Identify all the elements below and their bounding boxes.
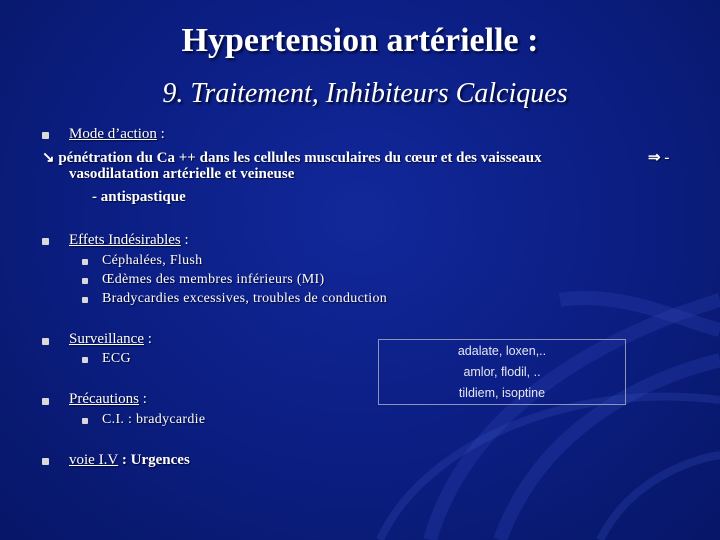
bullet-square-icon <box>42 398 49 405</box>
bullet-square-icon <box>82 278 88 284</box>
bullet-square-icon <box>82 297 88 303</box>
surveillance-item: ECG <box>102 351 131 366</box>
mode-action-colon: : <box>156 126 165 142</box>
bullet-square-icon <box>42 338 49 345</box>
effet-item: Céphalées, Flush <box>102 253 203 268</box>
mode-action-line1: pénétration du Ca ++ dans les cellules musculaires du cœur et des vaisseaux <box>58 150 542 166</box>
surveillance-label: Surveillance <box>69 331 144 347</box>
arrow-down-right-icon: ↘ <box>42 150 55 166</box>
surveillance-colon: : <box>143 331 152 347</box>
bullet-square-icon <box>82 259 88 265</box>
bullet-square-icon <box>42 132 49 139</box>
effets-colon: : <box>180 232 189 248</box>
implies-arrow: ⇒ - <box>648 150 670 166</box>
mode-action-label: Mode d’action <box>69 126 157 142</box>
drug-names-box <box>378 339 626 405</box>
mode-action-line1-row <box>42 148 542 167</box>
bullet-square-icon <box>82 418 88 424</box>
bullet-square-icon <box>42 458 49 465</box>
effet-item: Œdèmes des membres inférieurs (MI) <box>102 272 325 287</box>
voie-iv-heading <box>69 452 190 469</box>
effets-heading <box>69 232 189 249</box>
surveillance-heading <box>69 331 152 348</box>
precautions-colon: : <box>138 391 147 407</box>
voie-iv-rest: : Urgences <box>118 452 190 468</box>
drug-line: amlor, flodil, .. <box>463 365 541 379</box>
mode-action-line2: vasodilatation artérielle et veineuse <box>69 166 295 182</box>
mode-action-heading <box>69 126 165 143</box>
slide-subtitle: 9. Traitement, Inhibiteurs Calciques <box>162 78 568 109</box>
precautions-label: Précautions <box>69 391 139 407</box>
drug-line: adalate, loxen,.. <box>457 344 547 358</box>
voie-iv-label: voie I.V <box>69 452 119 468</box>
mode-action-line3: - antispastique <box>92 189 186 205</box>
precaution-item: C.I. : bradycardie <box>102 412 206 427</box>
effets-label: Effets Indésirables <box>69 232 181 248</box>
effet-item: Bradycardies excessives, troubles de conduction <box>102 291 388 306</box>
bullet-square-icon <box>82 357 88 363</box>
drug-line: tildiem, isoptine <box>458 386 546 400</box>
slide-title: Hypertension artérielle : <box>181 22 539 59</box>
precautions-heading <box>69 391 147 408</box>
bullet-square-icon <box>42 238 49 245</box>
